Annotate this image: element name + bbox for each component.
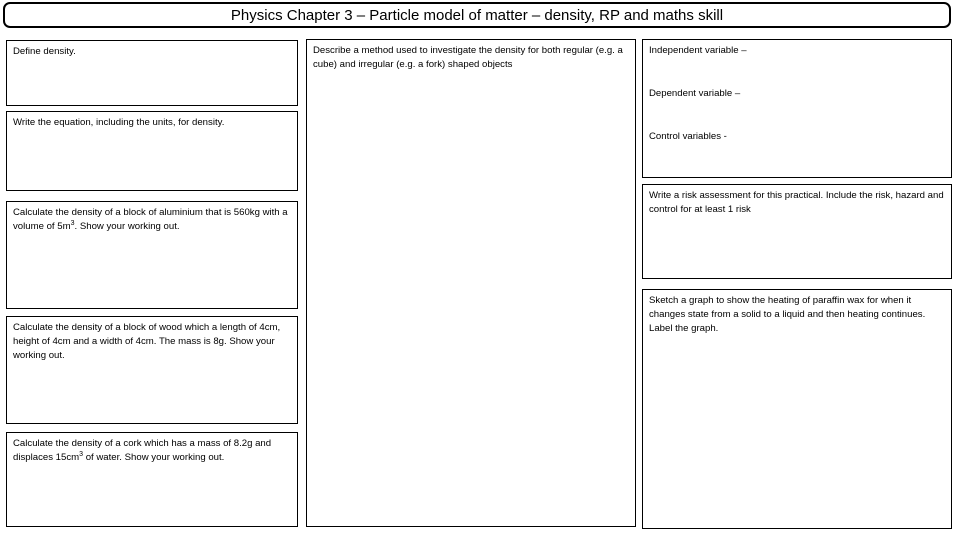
cork-prompt-tail: of water. Show your working out. bbox=[83, 452, 225, 463]
density-equation-prompt: Write the equation, including the units, for density. bbox=[13, 117, 225, 128]
wood-density-box[interactable] bbox=[6, 316, 298, 424]
wood-density-prompt: Calculate the density of a block of wood which a length of 4cm, height of 4cm and a width of 4cm. The mass is 8g. Show your working out. bbox=[13, 322, 281, 361]
independent-variable-label: Independent variable – bbox=[649, 45, 747, 56]
dependent-variable-label: Dependent variable – bbox=[649, 88, 741, 99]
aluminium-prompt-text: Calculate the density of a block of aluminium that is 560kg with a volume of 5m bbox=[13, 207, 288, 232]
control-variables-label: Control variables - bbox=[649, 131, 727, 142]
aluminium-prompt-tail: . Show your working out. bbox=[74, 221, 180, 232]
density-equation-box[interactable] bbox=[6, 111, 298, 191]
density-method-prompt: Describe a method used to investigate the density for both regular (e.g. a cube) and irregular (e.g. a fork) shaped objects bbox=[313, 45, 623, 70]
define-density-prompt: Define density. bbox=[13, 46, 76, 57]
aluminium-prompt-exponent: 3 bbox=[70, 219, 75, 227]
cork-prompt-text: Calculate the density of a cork which has a mass of 8.2g and displaces 15cm bbox=[13, 438, 272, 463]
risk-assessment-box[interactable] bbox=[642, 184, 952, 279]
cork-prompt-exponent: 3 bbox=[79, 450, 84, 458]
cork-density-box[interactable] bbox=[6, 432, 298, 527]
aluminium-density-prompt bbox=[13, 206, 291, 234]
variables-box[interactable] bbox=[642, 39, 952, 178]
risk-assessment-prompt: Write a risk assessment for this practical. Include the risk, hazard and control for at least 1 risk bbox=[649, 190, 944, 215]
heating-graph-box[interactable] bbox=[642, 289, 952, 529]
define-density-box[interactable] bbox=[6, 40, 298, 106]
heating-graph-prompt: Sketch a graph to show the heating of paraffin wax for when it changes state from a solid to a liquid and then heating continues. Label the graph. bbox=[649, 295, 926, 334]
density-method-box[interactable] bbox=[306, 39, 636, 527]
aluminium-density-box[interactable] bbox=[6, 201, 298, 309]
page-title: Physics Chapter 3 – Particle model of matter – density, RP and maths skill bbox=[230, 6, 724, 24]
page-title-bar bbox=[3, 2, 951, 28]
cork-density-prompt bbox=[13, 437, 291, 465]
